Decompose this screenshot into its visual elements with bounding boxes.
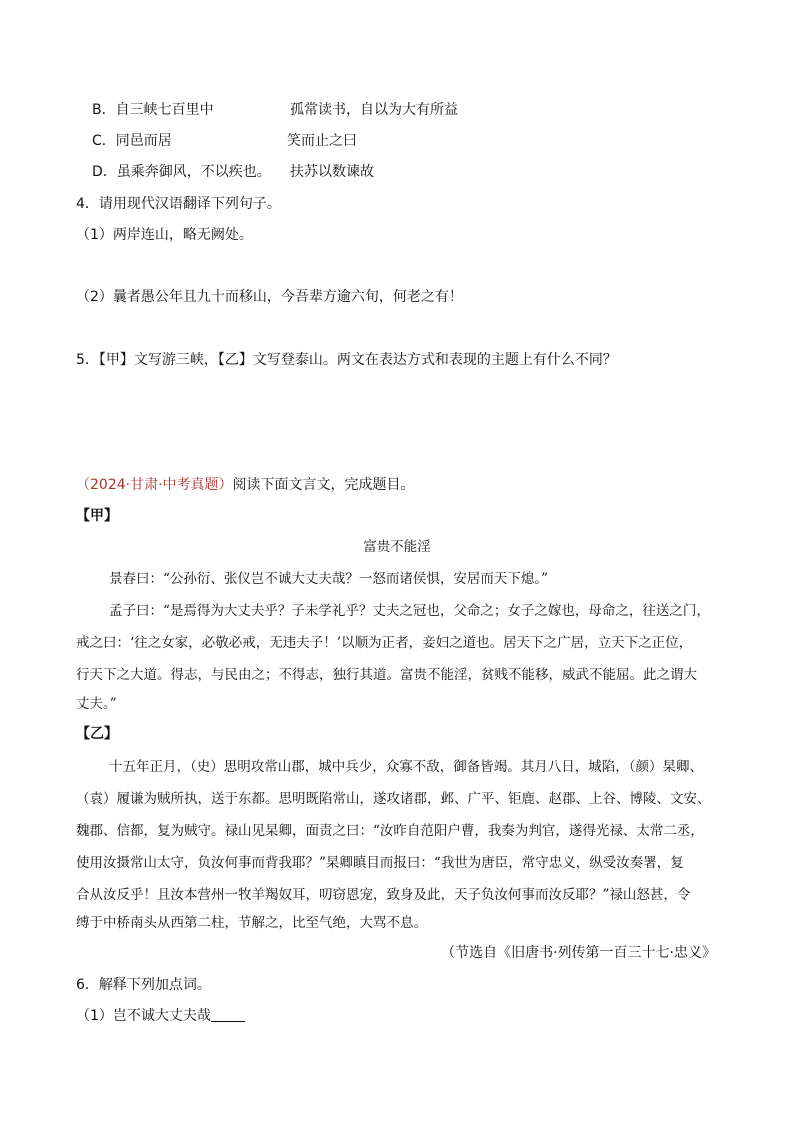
yi-line-5: 合从汝反乎！且汝本营州一牧羊羯奴耳，叨窃恩宠，致身及此，天子负汝何事而汝反耶？”禄山怒甚，令 bbox=[76, 887, 691, 903]
yi-label: 【乙】 bbox=[76, 726, 118, 742]
yi-line-6: 缚于中桥南头从西第二柱，节解之，比至气绝，大骂不息。 bbox=[76, 915, 427, 931]
intro-text: 阅读下面文言文，完成题目。 bbox=[232, 477, 415, 493]
jia-label: 【甲】 bbox=[76, 508, 118, 524]
jia-line-5: 丈夫。” bbox=[76, 696, 117, 712]
q4-stem: 4．请用现代汉语翻译下列句子。 bbox=[76, 196, 281, 212]
jia-line-4: 行天下之大道。得志，与民由之；不得志，独行其道。富贵不能淫，贫贱不能移，威武不能屈。此之谓大 bbox=[76, 667, 697, 683]
yi-line-2: （袁）履谦为贼所执，送于东都。思明既陷常山，遂攻诸郡，邺、广平、钜鹿、赵郡、上谷、博陵、文安、 bbox=[76, 791, 711, 807]
jia-line-2: 孟子曰：“是焉得为大丈夫乎？子未学礼乎？丈夫之冠也，父命之；女子之嫁也，母命之，往送之门， bbox=[109, 603, 710, 619]
source-tag: （2024·甘肃·中考真题） bbox=[76, 477, 233, 493]
yi-line-1: 十五年正月，（史）思明攻常山郡，城中兵少，众寡不敌，御备皆竭。其月八日，城陷，（颜）杲卿、 bbox=[109, 759, 703, 775]
q6-stem: 6．解释下列加点词。 bbox=[76, 977, 211, 993]
option-d-right: 扶苏以数谏故 bbox=[290, 164, 374, 180]
q4-sentence-2: （2）曩者愚公年且九十而移山，今吾辈方逾六旬，何老之有！ bbox=[76, 289, 463, 305]
yi-line-4: 使用汝摄常山太守，负汝何事而背我耶？”杲卿瞋目而报曰：“我世为唐臣，常守忠义，纵受汝奏署，复 bbox=[76, 855, 684, 871]
citation: （节选自《旧唐书·列传第一百三十七·忠义》 bbox=[441, 945, 716, 961]
q5-stem: 5．【甲】文写游三峡，【乙】文写登泰山。两文在表达方式和表现的主题上有什么不同？ bbox=[76, 352, 617, 368]
option-b-left: B．自三峡七百里中 bbox=[92, 102, 214, 118]
jia-line-1: 景春曰：“公孙衍、张仪岂不诚大丈夫哉？一怒而诸侯惧，安居而天下熄。” bbox=[109, 571, 549, 587]
option-c-left: C．同邑而居 bbox=[92, 133, 172, 149]
q4-sentence-1: （1）两岸连山，略无阙处。 bbox=[76, 227, 253, 243]
passage-intro bbox=[76, 476, 415, 494]
q6-item-1-text: （1）岂不诚大丈夫哉 bbox=[76, 1008, 211, 1024]
jia-line-3: 戒之曰：‘往之女家，必敬必戒，无违夫子！’以顺为正者，妾妇之道也。居天下之广居，立天下之正位， bbox=[76, 635, 693, 651]
yi-line-3: 魏郡、信都，复为贼守。禄山见杲卿，面责之曰：“汝昨自范阳户曹，我奏为判官，遂得光禄、太常二丞， bbox=[76, 823, 704, 839]
q6-item-1 bbox=[76, 1007, 245, 1025]
option-d-left: D．虽乘奔御风，不以疾也。 bbox=[92, 164, 271, 180]
answer-blank[interactable] bbox=[211, 1007, 245, 1022]
option-c-right: 笑而止之曰 bbox=[287, 133, 357, 149]
option-b-right: 孤常读书，自以为大有所益 bbox=[290, 102, 458, 118]
jia-title: 富贵不能淫 bbox=[363, 539, 431, 555]
